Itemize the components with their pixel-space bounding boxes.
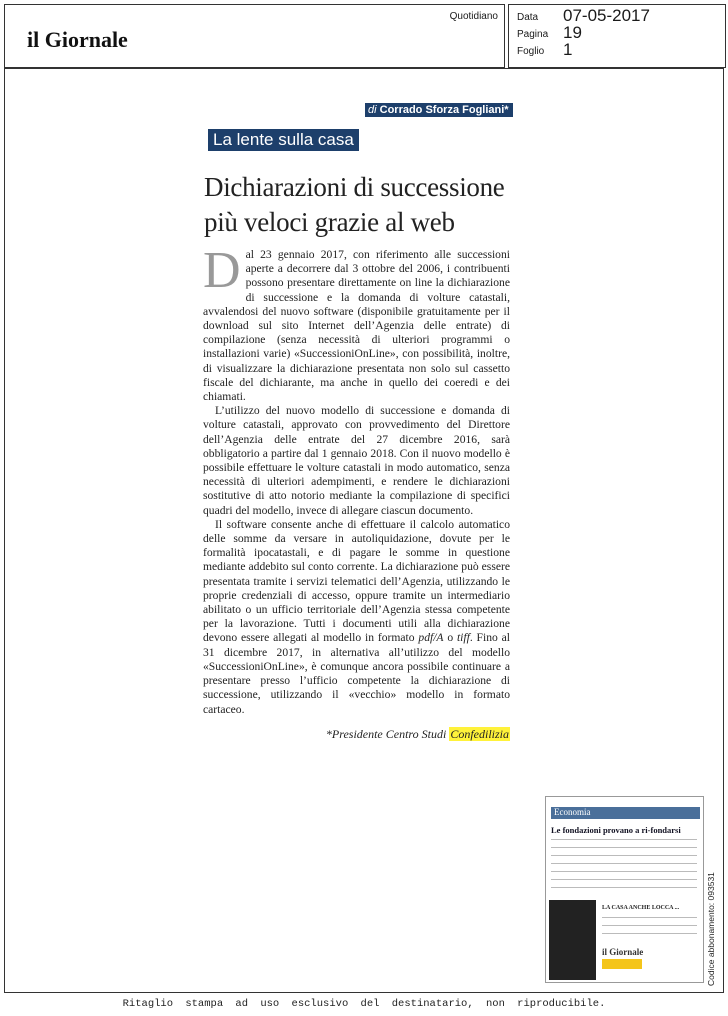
headline-line-1: Dichiarazioni di successione	[204, 172, 505, 202]
header-meta-box	[508, 4, 726, 68]
thumbnail-rule	[602, 933, 697, 934]
byline-prefix: di	[368, 104, 377, 116]
thumbnail-dark-column	[549, 900, 596, 980]
signature-prefix: *Presidente Centro Studi	[325, 727, 450, 741]
thumbnail-rule	[551, 887, 697, 888]
headline-line-2: più veloci grazie al web	[204, 207, 455, 237]
meta-page-label: Pagina	[517, 29, 549, 40]
thumbnail-rule	[602, 917, 697, 918]
header-left-box	[4, 4, 505, 68]
paragraph-1-text: al 23 gennaio 2017, con riferimento alle successioni aperte a decorrere dal 3 ottobre del 2006, i contribuenti possono presentare direttamente on line la dichiarazione di successione e la domanda di volture catastali, avvalendosi del nuovo software (disponibile gratuitamente per il download sul sito Internet dell’Agenzia delle entrate) di compilazione (senza necessità di ulteriori programmi o installazioni varie) «SuccessioniOnLine», con possibilità, inoltre, di visualizzare la dichiarazione presentata non solo sul cassetto fiscale del dichiarante, ma anche in quello dei coeredi e dei chiamati.	[203, 248, 510, 404]
publication-type: Quotidiano	[449, 11, 498, 22]
footer-notice: Ritaglio stampa ad uso esclusivo del destinatario, non riproducibile.	[122, 998, 606, 1010]
meta-sheet-value: 1	[563, 40, 573, 59]
paragraph-3-text-a: Il software consente anche di effettuare il calcolo automatico delle somme da versare in autoliquidazione, dovute per le formalità ipocatastali, e di pagare le somme in questione mediante addebito sul conto corrente. La dichiarazione può essere presentata tramite i servizi telematici dell’Agenzia, utilizzando le proprie credenziali di accesso, oppure tramite un intermediario abilitato o un ufficio territoriale dell’Agenzia stessa competente per la lavorazione. Tutti i documenti utili alla dichiarazione devono essere allegati al modello in formato	[203, 517, 510, 645]
thumbnail-rule	[602, 925, 697, 926]
byline	[365, 103, 513, 117]
thumbnail-rule	[551, 847, 697, 848]
thumbnail-article-title: LA CASA ANCHE LOCCA ...	[602, 905, 680, 911]
author-signature	[326, 727, 510, 742]
thumbnail-rule	[551, 839, 697, 840]
thumbnail-masthead: il Giornale	[602, 947, 644, 957]
headline	[204, 170, 534, 240]
signature-organization: Confedilizia	[450, 727, 509, 741]
thumbnail-rule	[551, 855, 697, 856]
paragraph-3-or: o	[443, 631, 457, 645]
byline-author: Corrado Sforza Fogliani*	[379, 104, 509, 116]
paragraph-3-text-b: . Fino al 31 dicembre 2017, in alternativa all’utilizzo del modello «SuccessioniOnLine», è comunque ancora possibile continuare a presentare presso l’ufficio competente la dichiarazione di successione, utilizzando il «vecchio» modello in formato cartaceo.	[203, 631, 511, 716]
thumbnail-rule	[551, 871, 697, 872]
rubric-label: La lente sulla casa	[208, 129, 359, 151]
thumbnail-rule	[551, 863, 697, 864]
thumbnail-headline: Le fondazioni provano a ri-fondarsi	[551, 825, 681, 835]
subscription-code: Codice abbonamento: 093531	[706, 872, 716, 986]
article-body	[203, 242, 511, 717]
meta-page-value: 19	[563, 23, 582, 42]
thumbnail-rule	[551, 879, 697, 880]
format-tiff: tiff	[456, 631, 470, 645]
drop-cap: D	[203, 242, 241, 299]
thumbnail-yellow-block	[602, 959, 642, 969]
meta-date-value: 07-05-2017	[563, 6, 650, 25]
paragraph-3	[203, 518, 510, 717]
meta-sheet-label: Foglio	[517, 46, 545, 57]
paragraph-2: L’utilizzo del nuovo modello di successione e domanda di volture catastali, approvato con provvedimento del Direttore dell’Agenzia delle entrate del 27 dicembre 2016, sarà obbligatorio a partire dal 1 gennaio 2018. Con il nuovo modello è possibile effettuare le volture catastali in modo automatico, senza necessità di ulteriori adempimenti, e rendere le dichiarazioni sostitutive di atto notorio mediante la compilazione di specifici quadri del modello, invece di allegare ciascun documento.	[203, 404, 510, 517]
meta-date-label: Data	[517, 12, 539, 23]
masthead: il Giornale	[27, 27, 128, 52]
page-thumbnail	[545, 796, 704, 983]
format-pdfa: pdf/A	[418, 631, 444, 645]
thumbnail-section: Economia	[551, 807, 700, 819]
paragraph-1	[203, 242, 510, 404]
